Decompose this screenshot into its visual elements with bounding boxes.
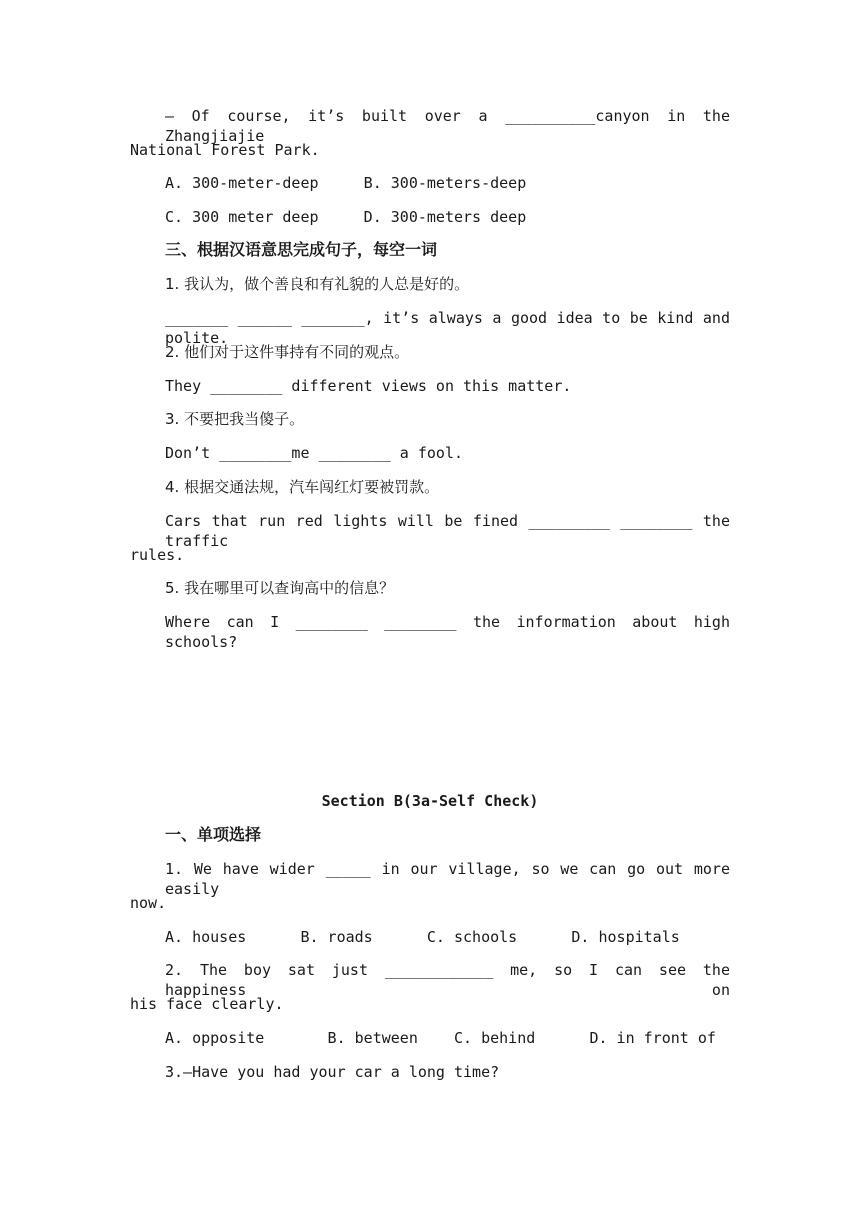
answer-options: C. 300 meter deep D. 300-meters deep bbox=[165, 208, 527, 226]
question-line: _______ ______ _______, it’s always a good idea to be kind and polite. bbox=[165, 309, 730, 347]
question-prompt: 3. 不要把我当傻子。 bbox=[165, 410, 305, 428]
question-line: Don’t ________me ________ a fool. bbox=[165, 444, 464, 462]
question-line: 1. We have wider _____ in our village, so we can go out more easily bbox=[165, 860, 730, 898]
question-line: now. bbox=[130, 894, 167, 912]
question-line: his face clearly. bbox=[130, 995, 284, 1013]
section-title: Section B(3a-Self Check) bbox=[321, 792, 539, 810]
answer-options: A. 300-meter-deep B. 300-meters-deep bbox=[165, 174, 527, 192]
question-prompt: 1. 我认为，做个善良和有礼貌的人总是好的。 bbox=[165, 275, 470, 293]
question-line: National Forest Park. bbox=[130, 141, 320, 159]
question-line: — Of course, it’s built over a __________canyon in the Zhangjiajie bbox=[165, 107, 730, 145]
question-prompt: 5. 我在哪里可以查询高中的信息？ bbox=[165, 579, 395, 597]
answer-options: A. houses B. roads C. schools D. hospitals bbox=[165, 928, 680, 946]
answer-options: A. opposite B. between C. behind D. in front of bbox=[165, 1029, 716, 1047]
question-line: Cars that run red lights will be fined _________ ________ the traffic bbox=[165, 512, 730, 550]
section-heading: 三、根据汉语意思完成句子，每空一词 bbox=[165, 240, 438, 259]
question-line: 2. The boy sat just ____________ me, so I can see the happiness on bbox=[165, 961, 730, 999]
question-line: Where can I ________ ________ the information about high schools? bbox=[165, 613, 730, 651]
question-prompt: 4. 根据交通法规，汽车闯红灯要被罚款。 bbox=[165, 478, 440, 496]
question-prompt: 2. 他们对于这件事持有不同的观点。 bbox=[165, 343, 410, 361]
question-line: 3.—Have you had your car a long time? bbox=[165, 1063, 500, 1081]
question-line: They ________ different views on this matter. bbox=[165, 377, 572, 395]
section-heading: 一、单项选择 bbox=[165, 825, 262, 844]
question-line: rules. bbox=[130, 546, 185, 564]
